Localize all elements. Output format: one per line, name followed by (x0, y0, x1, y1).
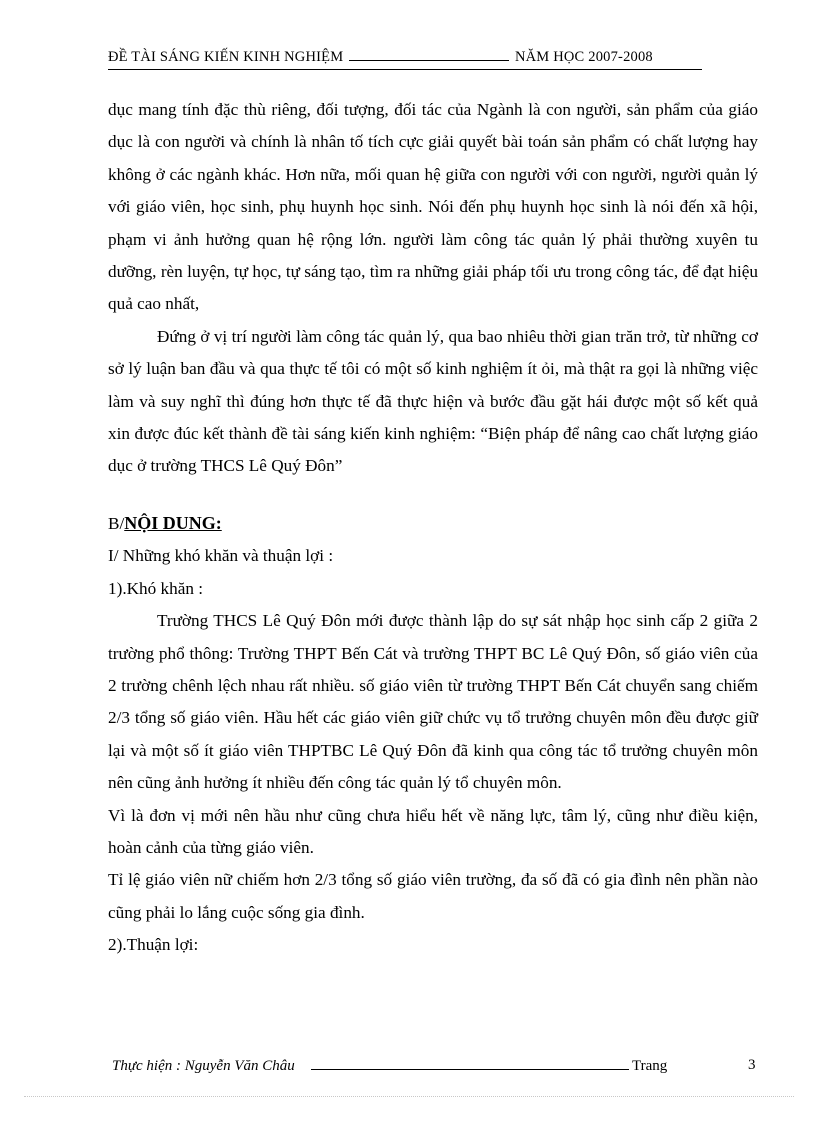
header-school-year: NĂM HỌC 2007-2008 (514, 49, 653, 65)
paragraph-3: Trường THCS Lê Quý Đôn mới được thành lập do sự sát nhập học sinh cấp 2 giữa 2 trường phổ thông: Trường THPT Bến Cát và trường THPT BC Lê Quý Đôn, số giáo viên của 2 trường chênh lệch nhau rất nhiều. số giáo viên từ trường THPT Bến Cát chuyển sang chiếm 2/3 tổng số giáo viên. Hầu hết các giáo viên giữ chức vụ tổ trưởng chuyên môn đều được giữ lại và một số ít giáo viên THPTBC Lê Quý Đôn đã kinh qua công tác tổ trưởng chuyên môn nên cũng ảnh hưởng ít nhiều đến công tác quản lý tổ chuyên môn. (108, 611, 758, 793)
page-header (108, 48, 702, 70)
paragraph-4: Vì là đơn vị mới nên hầu như cũng chưa hiểu hết về năng lực, tâm lý, cũng như điều kiện, hoàn cảnh của từng giáo viên. (108, 805, 758, 857)
section-heading (108, 507, 758, 540)
paragraph-5: Tỉ lệ giáo viên nữ chiếm hơn 2/3 tổng số giáo viên trường, đa số đã có gia đình nên phần nào cũng phải lo lắng cuộc sống gia đình. (108, 870, 758, 922)
section-title: NỘI DUNG: (124, 512, 222, 533)
subheading-difficulties: 1).Khó khăn : (108, 578, 203, 598)
footer-rule (311, 1057, 629, 1070)
subheading-advantages: 2).Thuận lợi: (108, 935, 199, 955)
paragraph-2: Đứng ở vị trí người làm công tác quản lý, qua bao nhiêu thời gian trăn trở, từ những cơ sở lý luận ban đầu và qua thực tế tôi có một số kinh nghiệm ít ỏi, mà thật ra gọi là những việc làm và suy nghĩ thì đúng hơn thực tế đã thực hiện và bước đầu gặt hái được một số kết quả xin được đúc kết thành đề tài sáng kiến kinh nghiệm: “Biện pháp để nâng cao chất lượng giáo dục ở trường THCS Lê Quý Đôn” (108, 326, 758, 476)
subheading-difficulties-advantages: I/ Những khó khăn và thuận lợi : (108, 546, 334, 566)
footer-page-label: Trang (631, 1058, 668, 1074)
paragraph-1: dục mang tính đặc thù riêng, đối tượng, đối tác của Ngành là con người, sản phẩm của giáo dục là con người và chính là nhân tố tích cực giải quyết bài toán sản phẩm có chất lượng hay không ở các ngành khác. Hơn nữa, mối quan hệ giữa con người với con người, người quản lý với giáo viên, học sinh, phụ huynh học sinh. Nói đến phụ huynh học sinh là nói đến xã hội, phạm vi ảnh hưởng quan hệ rộng lớn. người làm công tác quản lý phải thường xuyên tu dưỡng, rèn luyện, tự học, tự sáng tạo, tìm ra những giải pháp tối ưu trong công tác, để đạt hiệu quả cao nhất, (108, 100, 758, 314)
header-rule (349, 48, 509, 61)
footer-page-number: 3 (748, 1057, 756, 1073)
section-prefix: B/ (108, 513, 125, 533)
document-body (108, 94, 758, 962)
footer-author: Thực hiện : Nguyễn Văn Châu (112, 1058, 295, 1074)
page-edge-divider (24, 1096, 794, 1097)
page-footer (112, 1057, 762, 1075)
header-title: ĐỀ TÀI SÁNG KIẾN KINH NGHIỆM (108, 49, 344, 65)
